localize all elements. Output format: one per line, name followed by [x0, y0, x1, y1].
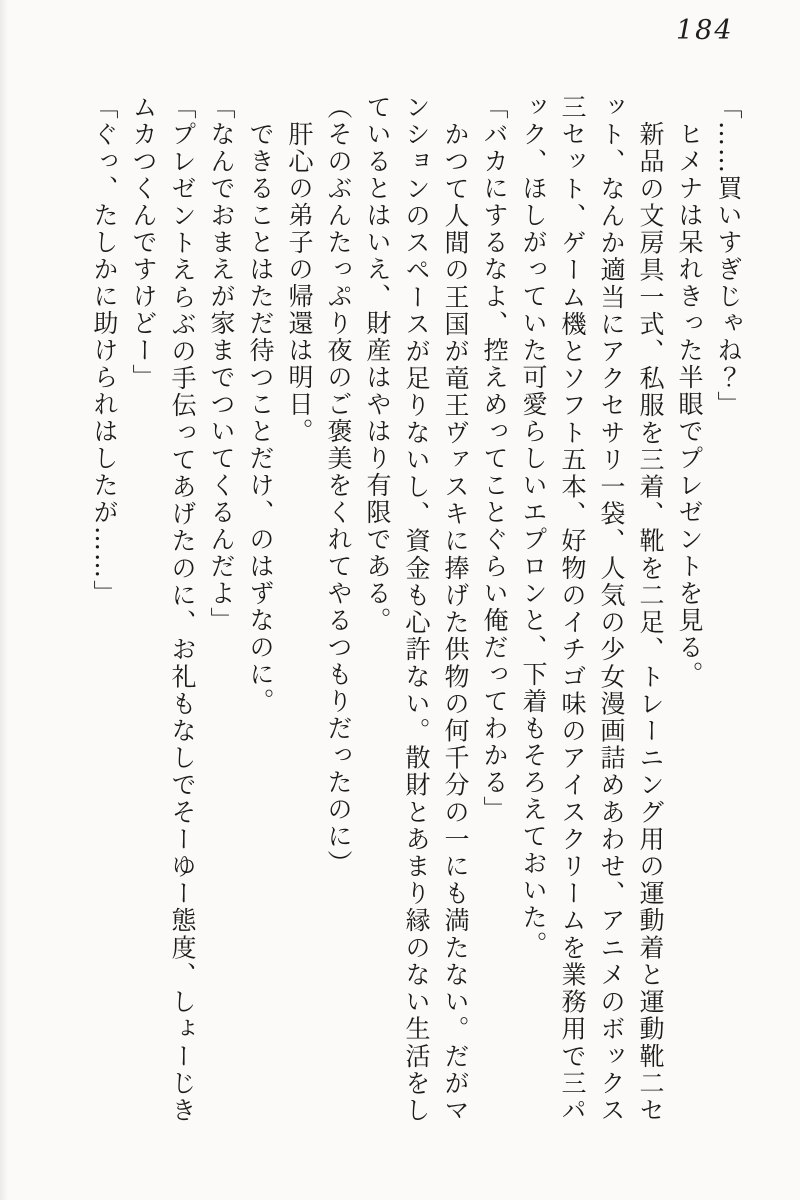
paragraph-7: 肝心の弟子の帰還は明日。: [285, 94, 314, 445]
paragraph-4: 「バカにするなよ、控えめってことぐらい俺だってわかる」: [480, 94, 509, 823]
paragraph-1: 「……買いすぎじゃね？」: [714, 94, 743, 418]
novel-text-block: [85, 94, 748, 1124]
paragraph-10: 「プレゼントえらぶの手伝ってあげたのに、お礼もなしでそーゆー態度、しょーじきムカつくんですけどー」: [129, 94, 197, 1124]
paragraph-3: 新品の文房具一式、私服を三着、靴を二足、トレーニング用の運動着と運動靴二セット、なんか適当にアクセサリ一袋、人気の少女漫画詰めあわせ、アニメのボックス三セット、ゲーム機とソフト五本、好物のイチゴ味のアイスクリームを業務用で三パック、ほしがっていた可愛らしいエプロンと、下着もそろえておいた。: [519, 94, 665, 1124]
paragraph-8: できることはただ待つことだけ、のはずなのに。: [246, 94, 275, 715]
page-number: 184: [676, 15, 734, 46]
page-gutter-shadow: [0, 0, 8, 1200]
paragraph-11: 「ぐっ、たしかに助けられはしたが……」: [90, 94, 119, 607]
paragraph-9: 「なんでおまえが家までついてくるんだよ」: [207, 94, 236, 634]
paragraph-6: （そのぶんたっぷり夜のご褒美をくれてやるつもりだったのに）: [324, 94, 353, 877]
paragraph-2: ヒメナは呆れきった半眼でプレゼントを見る。: [675, 94, 704, 688]
paragraph-5: かつて人間の王国が竜王ヴァスキに捧げた供物の何千分の一にも満たない。だがマンションのスペースが足りないし、資金も心許ない。散財とあまり縁のない生活をしているとはいえ、財産はやはり有限である。: [363, 94, 470, 1124]
